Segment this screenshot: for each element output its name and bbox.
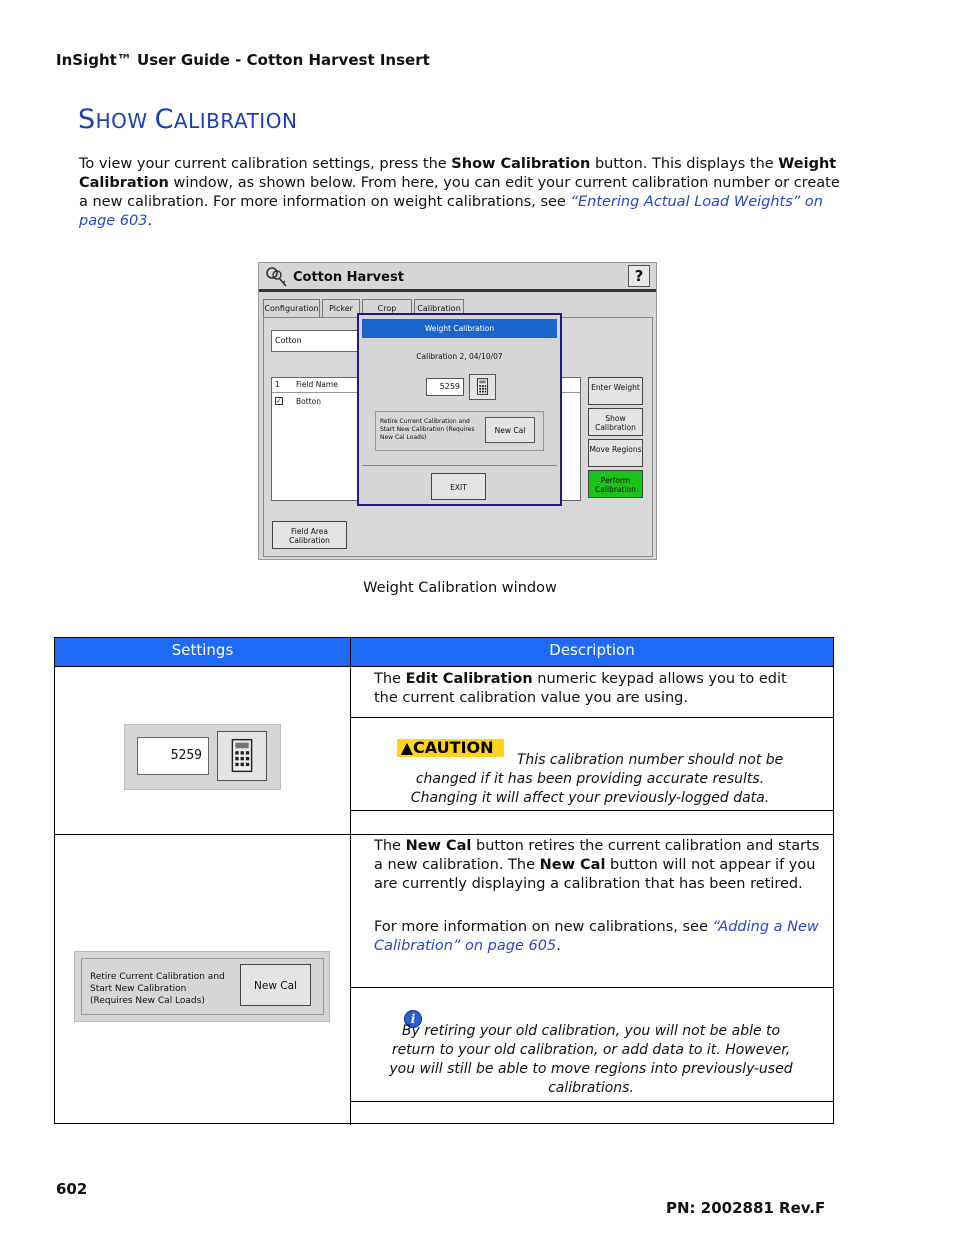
app-title: Cotton Harvest <box>293 270 404 285</box>
link-entering-actual-load-weights[interactable]: “Entering Actual Load Weights” on page 603 <box>79 194 823 229</box>
move-regions-button[interactable]: Move Regions <box>588 439 643 467</box>
figure-caption: Weight Calibration window <box>363 580 557 596</box>
link-adding-a-new-calibration[interactable]: “Adding a New Calibration” on page 605 <box>374 919 819 954</box>
desc-text: numeric keypad allows you to edit the current calibration value you are using. <box>374 671 787 706</box>
row-checkbox[interactable]: ✓ <box>276 397 282 405</box>
grid-col-index: 1 <box>275 380 280 389</box>
warning-triangle-icon: ▲ <box>400 738 414 757</box>
row-divider <box>351 987 833 988</box>
section-title <box>78 104 297 135</box>
intro-text: . <box>147 213 153 229</box>
new-cal-term: New Cal <box>539 857 606 873</box>
new-cal-widget <box>74 951 330 1022</box>
grid-row-field[interactable]: Botton <box>296 397 321 406</box>
caution-badge <box>397 739 504 757</box>
crop-field[interactable]: Cotton <box>271 330 361 352</box>
show-calibration-term: Show Calibration <box>451 156 591 172</box>
dialog-title: Weight Calibration <box>362 319 557 338</box>
part-number: PN: 2002881 Rev.F <box>666 1199 826 1217</box>
intro-text: button. This displays the <box>590 156 779 172</box>
desc-text: For more information on new calibrations, see <box>374 919 713 935</box>
calculator-glyph <box>470 375 495 399</box>
running-header: InSight™ User Guide - Cotton Harvest Insert <box>56 51 430 69</box>
table-header <box>55 638 833 667</box>
retire-calibration-group <box>375 411 544 451</box>
info-note: By retiring your old calibration, you will not be able to return to your old calibration, or add data to it. However, you will still be able to move regions into previously-used calibrations. <box>389 1023 793 1096</box>
desc-text: The <box>374 838 406 854</box>
row-divider <box>351 717 833 718</box>
new-cal-button[interactable]: New Cal <box>240 964 311 1006</box>
column-divider <box>350 638 351 1125</box>
new-cal-more-info <box>374 918 824 956</box>
header-description: Description <box>549 641 635 659</box>
weight-calibration-dialog <box>357 313 562 506</box>
caution-text: This calibration number should not be changed if it has been providing accurate results. Changing it will affect your previously-logged data. <box>410 752 784 806</box>
new-cal-description <box>374 837 830 894</box>
title-rest-1: HOW <box>95 109 155 133</box>
key-icon <box>265 266 289 288</box>
header-settings: Settings <box>171 641 234 659</box>
desc-text: . <box>556 938 561 954</box>
intro-text: To view your current calibration settings, press the <box>79 156 452 172</box>
dialog-divider <box>362 465 557 466</box>
title-rest-2: ALIBRATION <box>173 109 298 133</box>
perform-calibration-button[interactable]: Perform Calibration <box>588 470 643 498</box>
new-cal-term: New Cal <box>405 838 472 854</box>
calculator-glyph <box>218 732 266 780</box>
tab-calibration[interactable]: Calibration <box>414 299 464 317</box>
app-titlebar <box>259 263 656 292</box>
intro-paragraph <box>79 155 845 231</box>
enter-weight-button[interactable]: Enter Weight <box>588 377 643 405</box>
desc-text: button retires the current calibration and starts a new calibration. The <box>374 838 820 873</box>
calibration-number-field[interactable]: 5259 <box>137 737 209 775</box>
row-divider <box>351 810 833 811</box>
grid-col-field-name: Field Name <box>296 380 338 389</box>
weight-calibration-screenshot <box>258 262 657 560</box>
desc-text: button will not appear if you are currently displaying a calibration that has been retired. <box>374 857 816 892</box>
tab-picker[interactable]: Picker <box>322 299 360 317</box>
title-cap-2: C <box>154 104 174 135</box>
intro-text: window, as shown below. From here, you can edit your current calibration number or create a new calibration. For more information on weight calibrations, see <box>79 175 840 210</box>
retire-calibration-text: Retire Current Calibration and Start New Calibration (Requires New Cal Loads) <box>380 418 475 441</box>
weight-calibration-term: Weight Calibration <box>79 156 837 191</box>
dialog-subtitle: Calibration 2, 04/10/07 <box>416 352 503 361</box>
desc-text: The <box>374 671 406 687</box>
edit-calibration-term: Edit Calibration <box>405 671 533 687</box>
info-icon: i <box>404 1010 422 1028</box>
calculator-icon[interactable] <box>217 731 267 781</box>
edit-calibration-description <box>374 670 814 708</box>
show-calibration-button[interactable]: Show Calibration <box>588 408 643 436</box>
calibration-number-field[interactable]: 5259 <box>426 378 464 396</box>
retire-calibration-group <box>81 958 324 1015</box>
tab-configuration[interactable]: Configuration <box>263 299 320 317</box>
tab-crop[interactable]: Crop <box>362 299 412 317</box>
calculator-icon[interactable] <box>469 374 496 400</box>
caution-label: CAUTION <box>413 738 494 757</box>
row-divider <box>351 1101 833 1102</box>
edit-calibration-widget <box>124 724 281 790</box>
row-divider <box>55 834 833 835</box>
field-area-calibration-button[interactable]: Field Area Calibration <box>272 521 347 549</box>
caution-note <box>384 738 796 806</box>
page-number: 602 <box>56 1180 88 1198</box>
retire-calibration-text: Retire Current Calibration and Start New Calibration (Requires New Cal Loads) <box>90 972 225 1006</box>
exit-button[interactable]: EXIT <box>431 473 486 500</box>
help-button[interactable]: ? <box>628 265 650 287</box>
title-cap-1: S <box>78 104 96 135</box>
new-cal-button[interactable]: New Cal <box>485 417 535 443</box>
